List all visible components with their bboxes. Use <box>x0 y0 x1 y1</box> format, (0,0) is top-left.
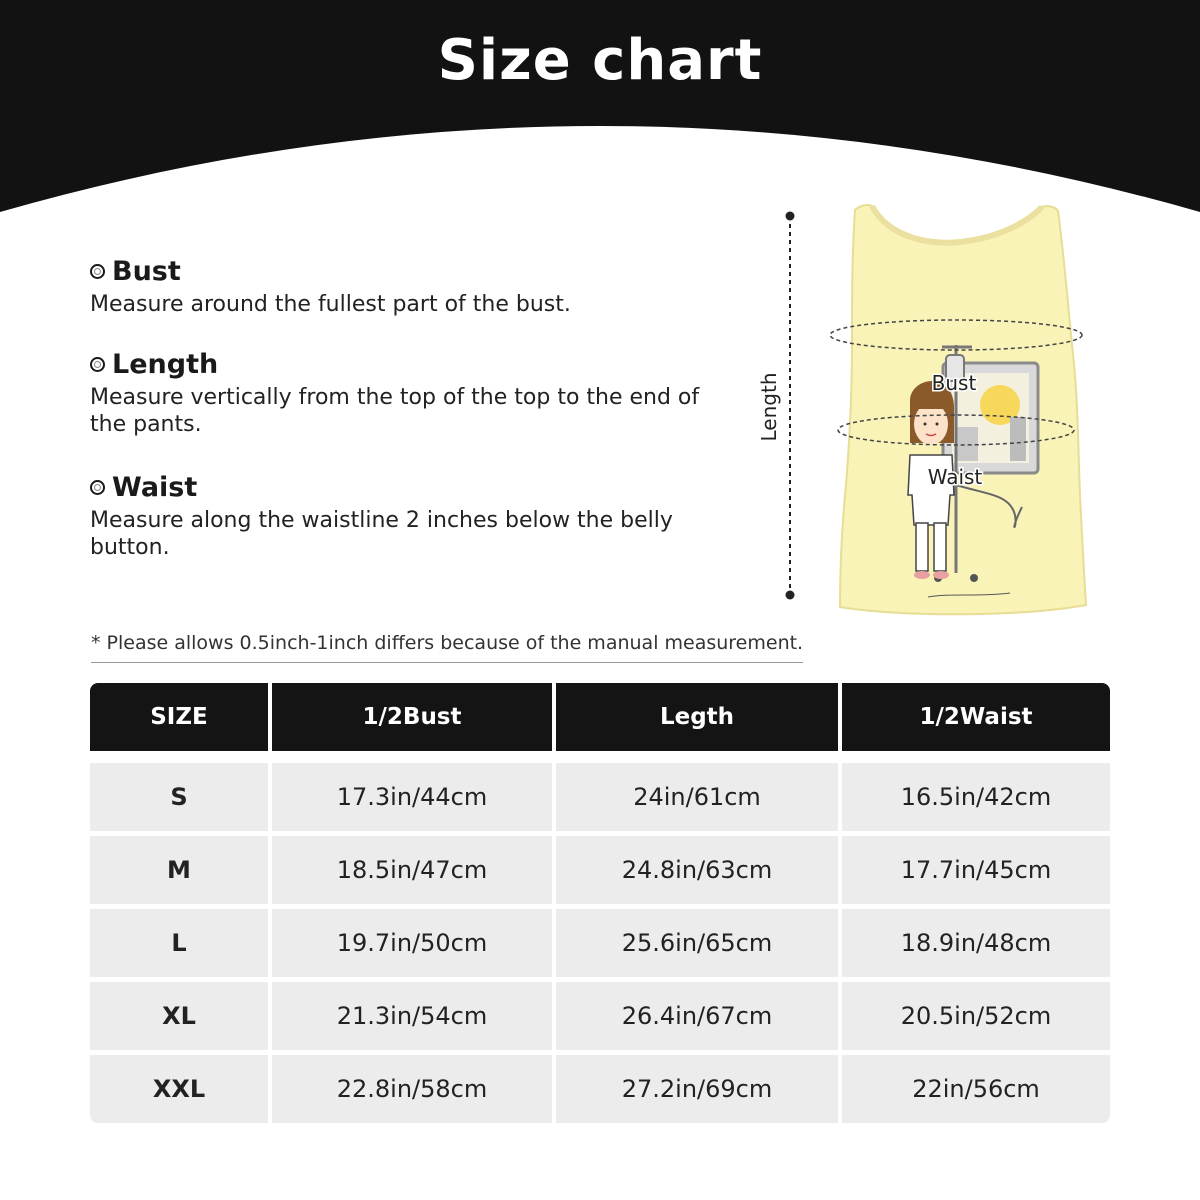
length-endpoint-icon <box>786 591 795 600</box>
guide-length-text: Measure vertically from the top of the top to the end of the pants. <box>90 385 700 437</box>
length-cell: 25.6in/65cm <box>556 904 842 977</box>
waist-cell: 16.5in/42cm <box>842 751 1110 831</box>
guide-waist-text: Measure along the waistline 2 inches below the belly button. <box>90 508 673 560</box>
guide-bust <box>90 256 710 318</box>
measurement-note: * Please allows 0.5inch-1inch differs because of the manual measurement. <box>91 632 803 663</box>
table-row <box>90 904 1110 977</box>
bullet-icon <box>90 264 105 279</box>
tank-top-figure <box>757 195 1100 625</box>
guide-bust-label: Bust <box>112 256 181 287</box>
table-row <box>90 1050 1110 1123</box>
guide-length <box>90 349 710 438</box>
waist-cell: 18.9in/48cm <box>842 904 1110 977</box>
bust-label: Bust <box>931 371 977 395</box>
length-endpoint-icon <box>786 212 795 221</box>
bust-cell: 22.8in/58cm <box>272 1050 556 1123</box>
size-cell: M <box>90 831 272 904</box>
size-cell: L <box>90 904 272 977</box>
length-cell: 26.4in/67cm <box>556 977 842 1050</box>
page-title: Size chart <box>437 28 763 93</box>
waist-cell: 22in/56cm <box>842 1050 1110 1123</box>
header-size: SIZE <box>90 683 272 751</box>
bullet-icon <box>90 357 105 372</box>
length-cell: 24in/61cm <box>556 751 842 831</box>
waist-label: Waist <box>927 465 983 489</box>
bust-cell: 19.7in/50cm <box>272 904 556 977</box>
waist-cell: 17.7in/45cm <box>842 831 1110 904</box>
table-row <box>90 751 1110 831</box>
size-cell: S <box>90 751 272 831</box>
waist-cell: 20.5in/52cm <box>842 977 1110 1050</box>
bust-cell: 18.5in/47cm <box>272 831 556 904</box>
size-cell: XL <box>90 977 272 1050</box>
header-length: Legth <box>556 683 842 751</box>
bust-cell: 17.3in/44cm <box>272 751 556 831</box>
table-row <box>90 831 1110 904</box>
guide-waist <box>90 472 710 561</box>
table-header-row <box>90 683 1110 751</box>
guide-waist-label: Waist <box>112 472 198 503</box>
bullet-icon <box>90 480 105 495</box>
length-cell: 24.8in/63cm <box>556 831 842 904</box>
guide-length-label: Length <box>112 349 219 380</box>
size-cell: XXL <box>90 1050 272 1123</box>
header-bust: 1/2Bust <box>272 683 556 751</box>
table-row <box>90 977 1110 1050</box>
length-cell: 27.2in/69cm <box>556 1050 842 1123</box>
header-waist: 1/2Waist <box>842 683 1110 751</box>
bust-cell: 21.3in/54cm <box>272 977 556 1050</box>
guide-bust-text: Measure around the fullest part of the bust. <box>90 292 571 317</box>
size-table <box>90 683 1110 1123</box>
length-label: Length <box>757 372 781 442</box>
